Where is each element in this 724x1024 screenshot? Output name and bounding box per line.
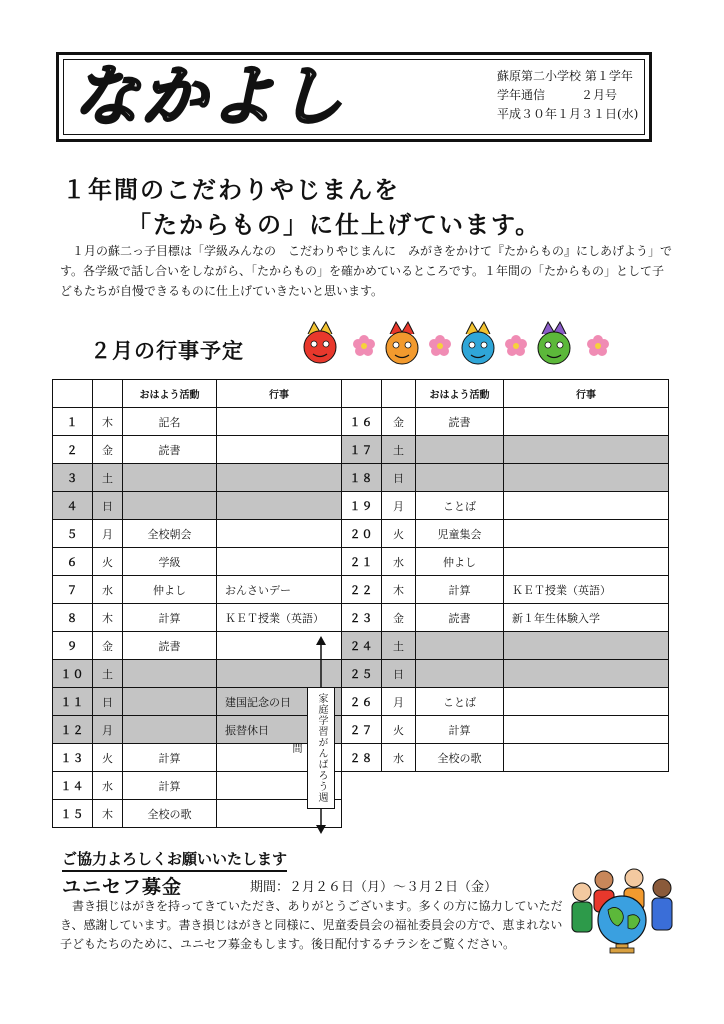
- event: 新１年生体験入学: [504, 604, 669, 632]
- oni-flower-decoration: [300, 320, 620, 368]
- weekday: 水: [382, 744, 416, 772]
- schedule-empty-cell: [342, 772, 382, 800]
- event: [217, 492, 342, 520]
- schedule-empty-cell: [342, 800, 382, 828]
- event: [504, 716, 669, 744]
- morning-activity: 計算: [123, 744, 217, 772]
- header-weekday: [93, 380, 123, 408]
- schedule-empty-cell: [504, 800, 669, 828]
- school-name: 蘇原第二小学校 第１学年: [497, 69, 633, 83]
- table-row: [53, 716, 669, 744]
- weekday: 火: [382, 716, 416, 744]
- event: [504, 436, 669, 464]
- day-number: ２４: [342, 632, 382, 660]
- day-number: ８: [53, 604, 93, 632]
- unicef-body: 書き損じはがきを持ってきていただき、ありがとうございます。多くの方に協力していただき、感謝しています。書き損じはがきと同様に、児童委員会の福祉委員会の方で、恵まれない子どもたちのために、ユニセフ募金もします。後日配付するチラシをご覧ください。: [60, 899, 563, 951]
- weekday: 水: [382, 548, 416, 576]
- weekday: 金: [382, 604, 416, 632]
- event: ＫＥＴ授業（英語）: [217, 604, 342, 632]
- table-row: [53, 632, 669, 660]
- weekday: 土: [93, 660, 123, 688]
- oni-blue-icon: [462, 322, 494, 364]
- morning-activity: 読書: [123, 632, 217, 660]
- table-row: [53, 520, 669, 548]
- weekday: 金: [382, 408, 416, 436]
- morning-activity: 全校の歌: [416, 744, 504, 772]
- day-number: ２０: [342, 520, 382, 548]
- day-number: １２: [53, 716, 93, 744]
- weekday: 火: [382, 520, 416, 548]
- weekday: 日: [382, 464, 416, 492]
- oni-orange-icon: [386, 322, 418, 364]
- weekday: 木: [93, 604, 123, 632]
- event: [504, 548, 669, 576]
- morning-activity: [416, 660, 504, 688]
- day-number: １５: [53, 800, 93, 828]
- morning-activity: 計算: [416, 716, 504, 744]
- morning-activity: [416, 464, 504, 492]
- day-number: １７: [342, 436, 382, 464]
- weekday: 月: [382, 688, 416, 716]
- morning-activity: [123, 688, 217, 716]
- weekday: 日: [93, 492, 123, 520]
- weekday: 日: [93, 688, 123, 716]
- event: [504, 632, 669, 660]
- day-number: ２３: [342, 604, 382, 632]
- headline-line-1: １年間のこだわりやじまんを: [62, 176, 400, 204]
- day-number: ２１: [342, 548, 382, 576]
- weekday: 土: [382, 632, 416, 660]
- morning-activity: [123, 660, 217, 688]
- morning-activity: ことば: [416, 492, 504, 520]
- day-number: １３: [53, 744, 93, 772]
- day-number: ６: [53, 548, 93, 576]
- morning-activity: 読書: [416, 604, 504, 632]
- header-morning-activity: おはよう活動: [416, 380, 504, 408]
- homework-week-label: 家庭学習がんばろう週間: [307, 687, 335, 809]
- morning-activity: 計算: [123, 772, 217, 800]
- headline-line-2: 「たからもの」に仕上げています。: [127, 211, 542, 239]
- morning-activity: [123, 716, 217, 744]
- table-row: [53, 660, 669, 688]
- header-morning-activity: おはよう活動: [123, 380, 217, 408]
- event: [504, 520, 669, 548]
- header-weekday: [382, 380, 416, 408]
- morning-activity: [123, 492, 217, 520]
- issue-date: 平成３０年１月３１日(水): [497, 107, 639, 121]
- day-number: ２５: [342, 660, 382, 688]
- event: [217, 464, 342, 492]
- day-number: ２２: [342, 576, 382, 604]
- morning-activity: [416, 436, 504, 464]
- day-number: ２: [53, 436, 93, 464]
- day-number: １１: [53, 688, 93, 716]
- header-day: [342, 380, 382, 408]
- day-number: １０: [53, 660, 93, 688]
- day-number: １４: [53, 772, 93, 800]
- unicef-period: 期間：２月２６日（月）～３月２日（金）: [250, 880, 498, 895]
- event: 振替休日: [217, 716, 342, 744]
- morning-activity: [123, 464, 217, 492]
- morning-activity: ことば: [416, 688, 504, 716]
- table-row: [53, 492, 669, 520]
- weekday: 土: [93, 464, 123, 492]
- table-row: [53, 576, 669, 604]
- table-row: [53, 436, 669, 464]
- weekday: 木: [93, 800, 123, 828]
- day-number: ７: [53, 576, 93, 604]
- event: [217, 548, 342, 576]
- children-globe-illustration: [564, 866, 682, 956]
- ume-flower-icon: [353, 335, 375, 356]
- schedule-empty-cell: [382, 772, 416, 800]
- weekday: 金: [93, 632, 123, 660]
- morning-activity: 全校朝会: [123, 520, 217, 548]
- morning-activity: 計算: [416, 576, 504, 604]
- event: おんさいデー: [217, 576, 342, 604]
- table-row: [53, 800, 669, 828]
- event: [504, 464, 669, 492]
- ume-flower-icon: [505, 335, 527, 356]
- weekday: 月: [93, 520, 123, 548]
- day-number: ２８: [342, 744, 382, 772]
- schedule-empty-cell: [504, 772, 669, 800]
- day-number: １８: [342, 464, 382, 492]
- table-row: [53, 772, 669, 800]
- intro-paragraph: １月の蘇二っ子目標は「学級みんなの こだわりやじまんに みがきをかけて『たからもの』にしあげよう」です。各学級で話し合いをしながら、「たからもの」を確かめているところです。１年間の「たからもの」として子どもたちが自慢できるものに仕上げていきたいと思います。: [60, 244, 673, 298]
- event: 建国記念の日: [217, 688, 342, 716]
- table-row: [53, 464, 669, 492]
- weekday: 木: [93, 408, 123, 436]
- event: [504, 744, 669, 772]
- table-row: [53, 548, 669, 576]
- weekday: 土: [382, 436, 416, 464]
- header-day: [53, 380, 93, 408]
- day-number: ３: [53, 464, 93, 492]
- morning-activity: 計算: [123, 604, 217, 632]
- day-number: ５: [53, 520, 93, 548]
- table-row: [53, 604, 669, 632]
- oni-red-icon: [304, 322, 336, 363]
- event: [217, 520, 342, 548]
- morning-activity: 読書: [123, 436, 217, 464]
- day-number: ４: [53, 492, 93, 520]
- weekday: 木: [382, 576, 416, 604]
- morning-activity: 学級: [123, 548, 217, 576]
- header-event: 行事: [217, 380, 342, 408]
- day-number: １６: [342, 408, 382, 436]
- day-number: １: [53, 408, 93, 436]
- weekday: 水: [93, 576, 123, 604]
- morning-activity: 読書: [416, 408, 504, 436]
- weekday: 水: [93, 772, 123, 800]
- weekday: 月: [93, 716, 123, 744]
- morning-activity: 記名: [123, 408, 217, 436]
- event: [217, 436, 342, 464]
- event: [504, 688, 669, 716]
- newsletter-logo: なかよし: [73, 58, 345, 135]
- table-row: [53, 688, 669, 716]
- header-event: 行事: [504, 380, 669, 408]
- event: ＫＥＴ授業（英語）: [504, 576, 669, 604]
- weekday: 月: [382, 492, 416, 520]
- schedule-empty-cell: [382, 800, 416, 828]
- weekday: 火: [93, 744, 123, 772]
- schedule-empty-cell: [416, 800, 504, 828]
- school-info: [497, 67, 638, 124]
- event: [217, 408, 342, 436]
- schedule-title: ２月の行事予定: [90, 339, 244, 363]
- ume-flower-icon: [429, 335, 451, 356]
- day-number: １９: [342, 492, 382, 520]
- morning-activity: 仲よし: [416, 548, 504, 576]
- unicef-title: ユニセフ募金: [62, 876, 183, 898]
- day-number: ２７: [342, 716, 382, 744]
- schedule-header-row: [53, 380, 669, 408]
- event: [504, 492, 669, 520]
- day-number: ９: [53, 632, 93, 660]
- schedule-empty-cell: [416, 772, 504, 800]
- event: [504, 660, 669, 688]
- oni-green-icon: [538, 322, 570, 364]
- event: [504, 408, 669, 436]
- morning-activity: 児童集会: [416, 520, 504, 548]
- newsletter-issue: 学年通信 ２月号: [497, 88, 618, 102]
- ume-flower-icon: [587, 335, 609, 356]
- header-box: [56, 52, 652, 142]
- schedule-table: [52, 379, 669, 828]
- weekday: 火: [93, 548, 123, 576]
- weekday: 金: [93, 436, 123, 464]
- coop-heading: ご協力よろしくお願いいたします: [62, 848, 287, 872]
- table-row: [53, 408, 669, 436]
- morning-activity: 仲よし: [123, 576, 217, 604]
- table-row: [53, 744, 669, 772]
- day-number: ２６: [342, 688, 382, 716]
- weekday: 日: [382, 660, 416, 688]
- morning-activity: 全校の歌: [123, 800, 217, 828]
- morning-activity: [416, 632, 504, 660]
